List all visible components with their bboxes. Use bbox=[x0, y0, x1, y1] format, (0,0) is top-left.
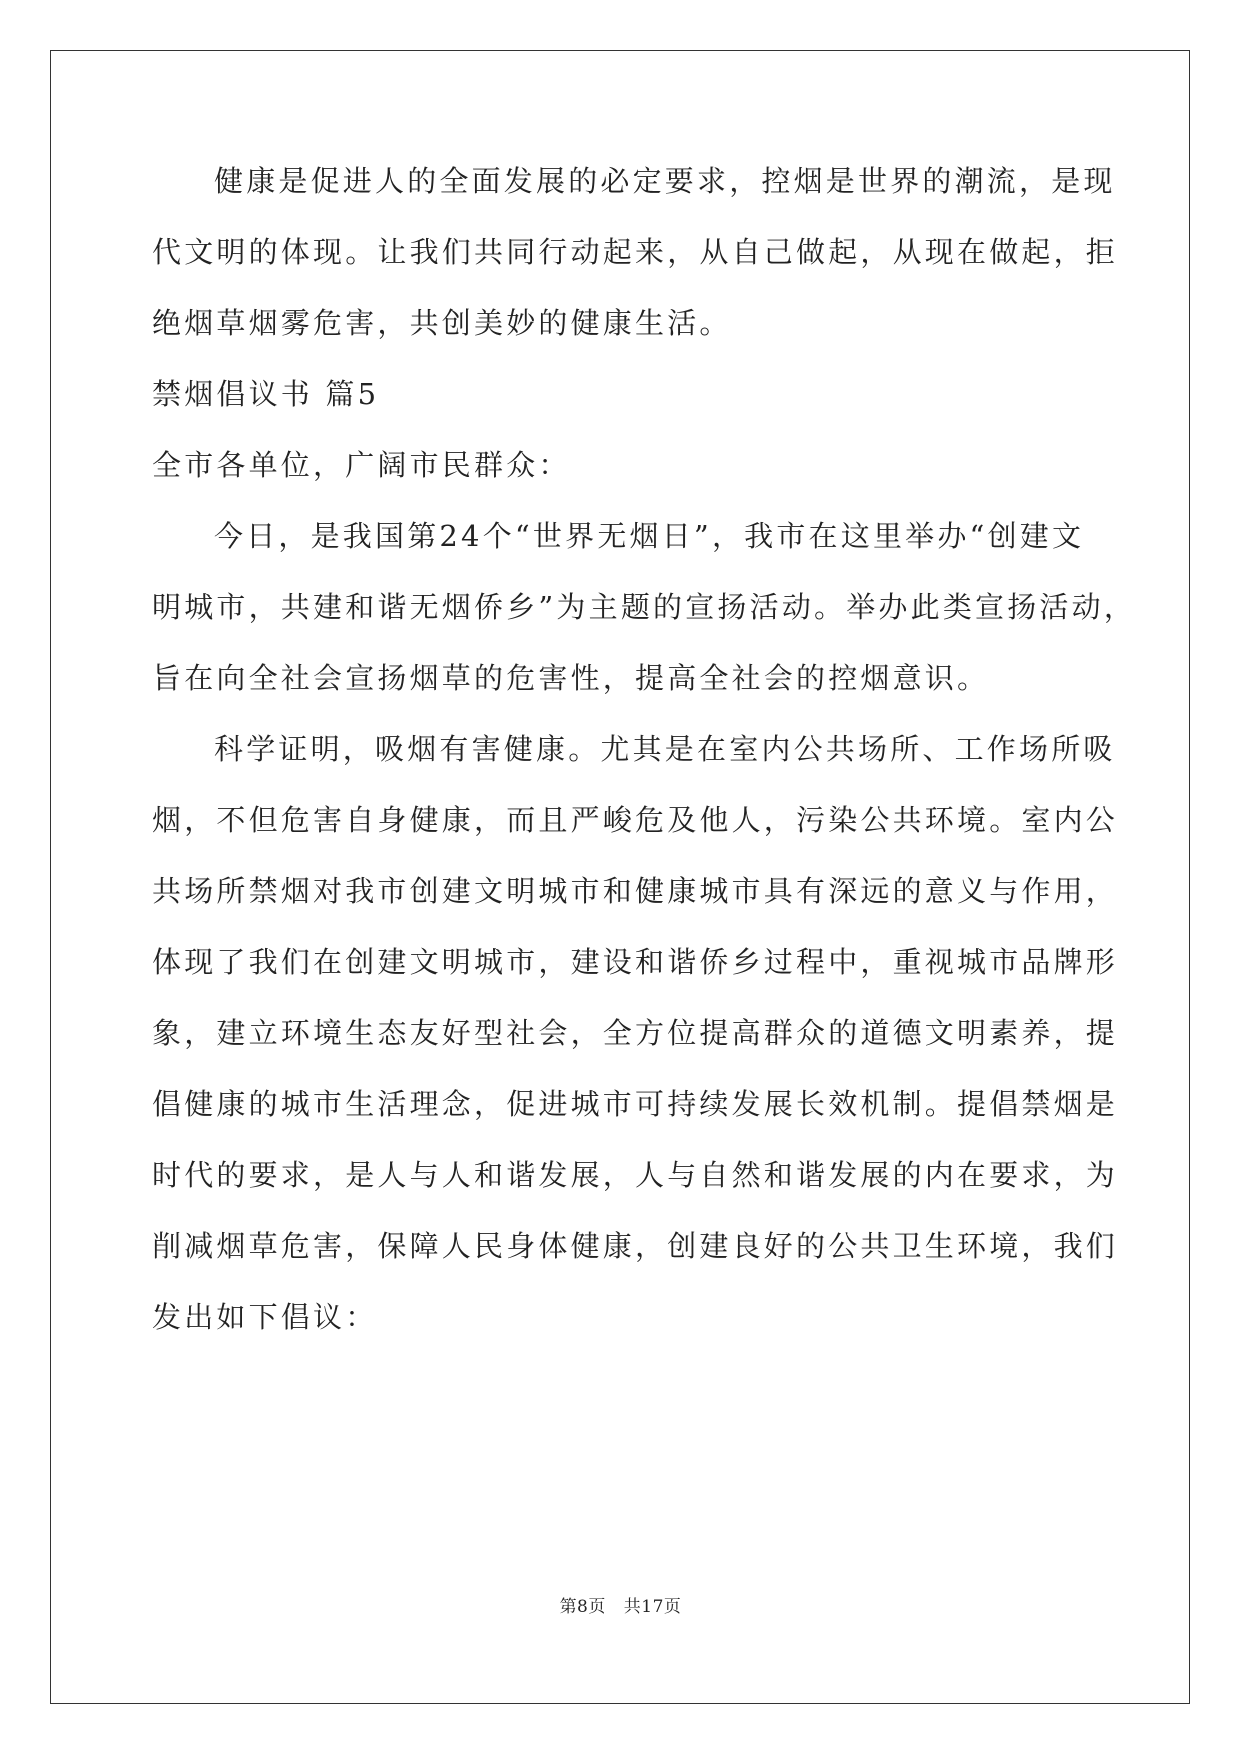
paragraph-line: 时代的要求，是人与人和谐发展，人与自然和谐发展的内在要求，为 bbox=[152, 1158, 1119, 1192]
paragraph-line: 健康是促进人的全面发展的必定要求，控烟是世界的潮流，是现 bbox=[214, 164, 1116, 198]
paragraph-line: 绝烟草烟雾危害，共创美妙的健康生活。 bbox=[152, 306, 732, 340]
salutation-line: 全市各单位，广阔市民群众： bbox=[152, 448, 571, 482]
page-footer bbox=[0, 1592, 1241, 1617]
page-number: 第8页 bbox=[559, 1597, 606, 1617]
paragraph-line: 代文明的体现。让我们共同行动起来，从自己做起，从现在做起，拒 bbox=[152, 235, 1119, 269]
paragraph-line: 科学证明，吸烟有害健康。尤其是在室内公共场所、工作场所吸 bbox=[214, 732, 1116, 766]
section-heading: 禁烟倡议书 篇5 bbox=[152, 377, 380, 411]
paragraph-line: 倡健康的城市生活理念，促进城市可持续发展长效机制。提倡禁烟是 bbox=[152, 1087, 1119, 1121]
paragraph-line: 今日，是我国第24个“世界无烟日”，我市在这里举办“创建文 bbox=[214, 519, 1085, 553]
paragraph-line: 明城市，共建和谐无烟侨乡”为主题的宣扬活动。举办此类宣扬活动， bbox=[152, 590, 1137, 624]
paragraph-line: 烟，不但危害自身健康，而且严峻危及他人，污染公共环境。室内公 bbox=[152, 803, 1119, 837]
total-pages: 共17页 bbox=[623, 1597, 682, 1617]
paragraph-line: 发出如下倡议： bbox=[152, 1300, 378, 1334]
paragraph-line: 共场所禁烟对我市创建文明城市和健康城市具有深远的意义与作用， bbox=[152, 874, 1119, 908]
paragraph-line: 象，建立环境生态友好型社会，全方位提高群众的道德文明素养，提 bbox=[152, 1016, 1119, 1050]
paragraph-line: 削减烟草危害，保障人民身体健康，创建良好的公共卫生环境，我们 bbox=[152, 1229, 1119, 1263]
paragraph-line: 旨在向全社会宣扬烟草的危害性，提高全社会的控烟意识。 bbox=[152, 661, 990, 695]
paragraph-line: 体现了我们在创建文明城市，建设和谐侨乡过程中，重视城市品牌形 bbox=[152, 945, 1119, 979]
